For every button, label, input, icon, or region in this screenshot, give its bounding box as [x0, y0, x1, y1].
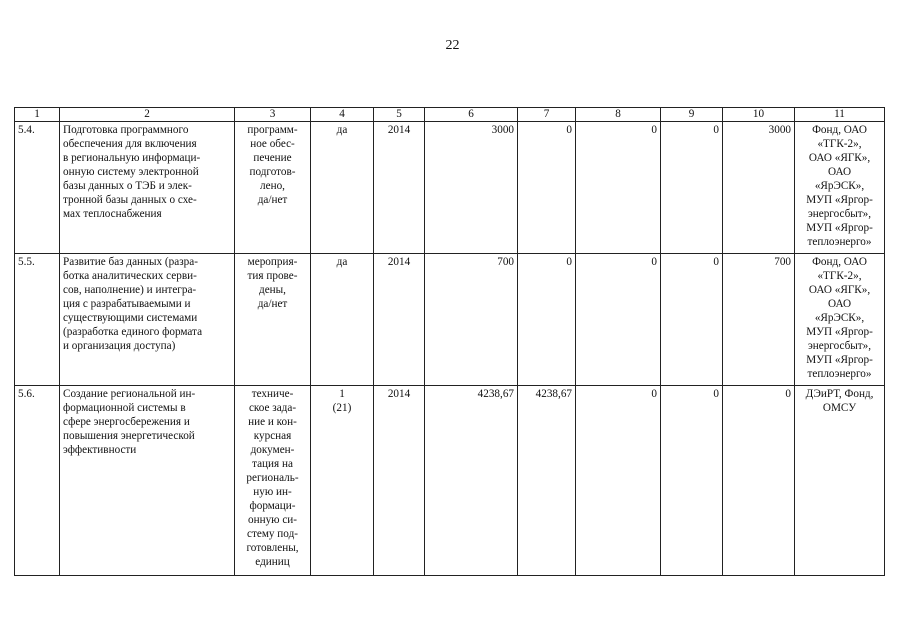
table-row [15, 254, 885, 386]
amount-cell: 0 [661, 254, 723, 386]
header-cell: 2 [60, 108, 235, 122]
amount-cell: 0 [723, 386, 795, 576]
indicator-cell: техниче- ское зада- ние и кон- курсная докумен- тация на региональ- ную ин- формаци- онную си- стему под- готовлены, единиц [235, 386, 311, 576]
header-cell: 7 [518, 108, 576, 122]
measure-name: Подготовка программного обеспечения для включения в региональную информаци- онную систему электронной базы данных о ТЭБ и элек- тронной базы данных о схе- мах теплоснабжения [60, 122, 235, 254]
table-row [15, 386, 885, 576]
measure-name: Развитие баз данных (разра- ботка аналитических серви- сов, наполнение) и интегра- ция с разрабатываемыми и существующими системами (разработка единого формата и организация доступа) [60, 254, 235, 386]
amount-cell: 0 [576, 386, 661, 576]
amount-cell: 700 [723, 254, 795, 386]
header-cell: 1 [15, 108, 60, 122]
header-cell: 4 [311, 108, 374, 122]
amount-cell: 0 [576, 254, 661, 386]
year-cell: 2014 [374, 386, 425, 576]
measure-name: Создание региональной ин- формационной системы в сфере энергосбережения и повышения энергетической эффективности [60, 386, 235, 576]
row-number: 5.5. [15, 254, 60, 386]
executors-cell: Фонд, ОАО «ТГК-2», ОАО «ЯГК», ОАО «ЯрЭСК», МУП «Яргор- энергосбыт», МУП «Яргор- теплоэнерго» [795, 254, 885, 386]
header-cell: 3 [235, 108, 311, 122]
amount-cell: 4238,67 [518, 386, 576, 576]
page-number: 22 [445, 38, 460, 53]
header-row [15, 108, 885, 122]
indicator-cell: программ- ное обес- печение подготов- лено, да/нет [235, 122, 311, 254]
header-cell: 9 [661, 108, 723, 122]
header-cell: 5 [374, 108, 425, 122]
row-number: 5.6. [15, 386, 60, 576]
executors-cell: ДЭиРТ, Фонд, ОМСУ [795, 386, 885, 576]
amount-cell: 0 [518, 254, 576, 386]
header-cell: 8 [576, 108, 661, 122]
table-row [15, 122, 885, 254]
value-cell: да [311, 122, 374, 254]
program-table [14, 107, 885, 576]
amount-cell: 0 [661, 122, 723, 254]
header-cell: 10 [723, 108, 795, 122]
executors-cell: Фонд, ОАО «ТГК-2», ОАО «ЯГК», ОАО «ЯрЭСК», МУП «Яргор- энергосбыт», МУП «Яргор- теплоэнерго» [795, 122, 885, 254]
amount-cell: 3000 [723, 122, 795, 254]
indicator-cell: мероприя- тия прове- дены, да/нет [235, 254, 311, 386]
value-cell: да [311, 254, 374, 386]
total-cell: 3000 [425, 122, 518, 254]
value-cell: 1 (21) [311, 386, 374, 576]
header-cell: 6 [425, 108, 518, 122]
header-cell: 11 [795, 108, 885, 122]
amount-cell: 0 [661, 386, 723, 576]
amount-cell: 0 [576, 122, 661, 254]
year-cell: 2014 [374, 122, 425, 254]
amount-cell: 0 [518, 122, 576, 254]
total-cell: 4238,67 [425, 386, 518, 576]
total-cell: 700 [425, 254, 518, 386]
year-cell: 2014 [374, 254, 425, 386]
row-number: 5.4. [15, 122, 60, 254]
